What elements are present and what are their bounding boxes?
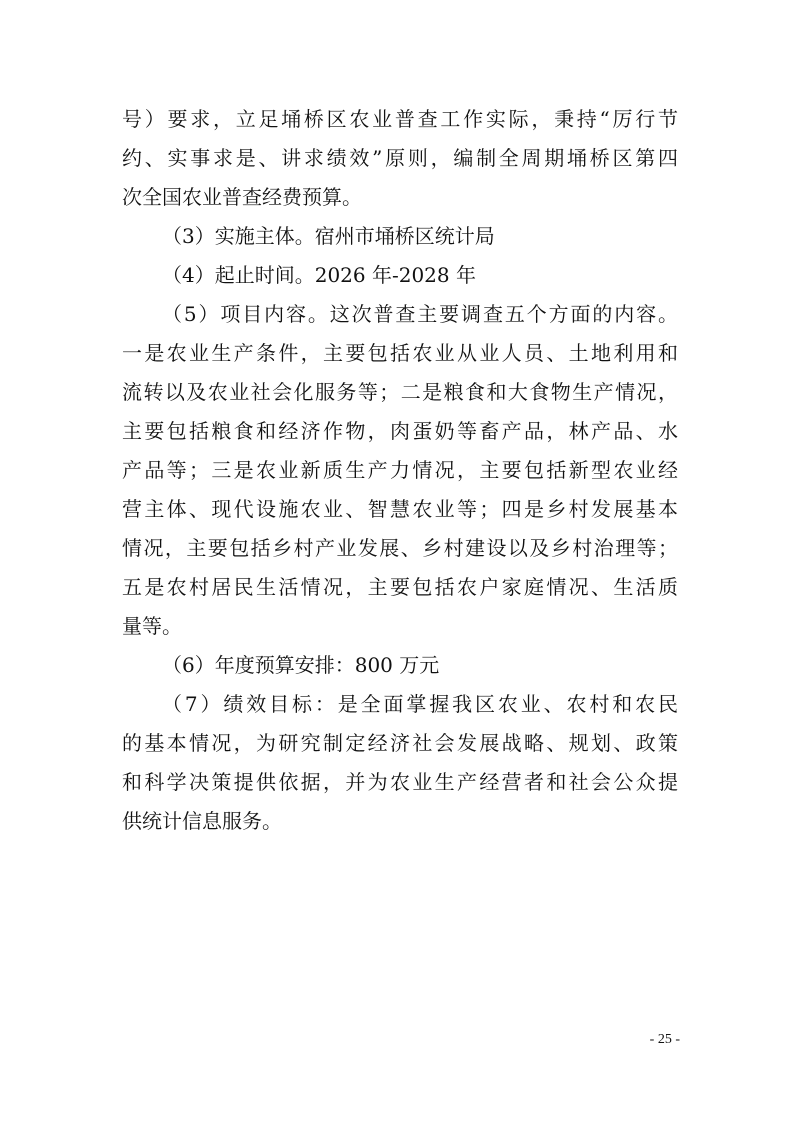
text-line: 约、实事求是、讲求绩效”原则，编制全周期埇桥区第四: [122, 146, 678, 170]
text-line: 情况，主要包括乡村产业发展、乡村建设以及乡村治理等；: [122, 536, 678, 560]
text-line: 流转以及农业社会化服务等；二是粮食和大食物生产情况，: [122, 380, 678, 404]
text-line: 量等。: [122, 614, 182, 638]
text-line: 一是农业生产条件，主要包括农业从业人员、土地利用和: [122, 341, 678, 365]
text-line: 营主体、现代设施农业、智慧农业等；四是乡村发展基本: [122, 497, 678, 521]
text-line: 主要包括粮食和经济作物，肉蛋奶等畜产品，林产品、水: [122, 419, 678, 443]
text-line: 供统计信息服务。: [122, 809, 282, 833]
text-line: 五是农村居民生活情况，主要包括农户家庭情况、生活质: [122, 575, 678, 599]
text-line: 的基本情况，为研究制定经济社会发展战略、规划、政策: [122, 731, 678, 755]
body-text: [122, 100, 678, 841]
text-line: 和科学决策提供依据，并为农业生产经营者和社会公众提: [122, 770, 678, 794]
text-line: （7）绩效目标：是全面掌握我区农业、农村和农民: [162, 692, 678, 716]
text-line: （6）年度预算安排：800 万元: [162, 653, 440, 677]
text-line: 号）要求，立足埇桥区农业普查工作实际，秉持“厉行节: [122, 107, 678, 131]
text-line: （5）项目内容。这次普查主要调查五个方面的内容。: [162, 302, 678, 326]
page-number: - 25 -: [649, 1032, 680, 1047]
text-line: （3）实施主体。宿州市埇桥区统计局: [162, 224, 495, 248]
text-line: （4）起止时间。2026 年-2028 年: [162, 263, 476, 287]
text-line: 次全国农业普查经费预算。: [122, 185, 362, 209]
text-line: 产品等；三是农业新质生产力情况，主要包括新型农业经: [122, 458, 678, 482]
